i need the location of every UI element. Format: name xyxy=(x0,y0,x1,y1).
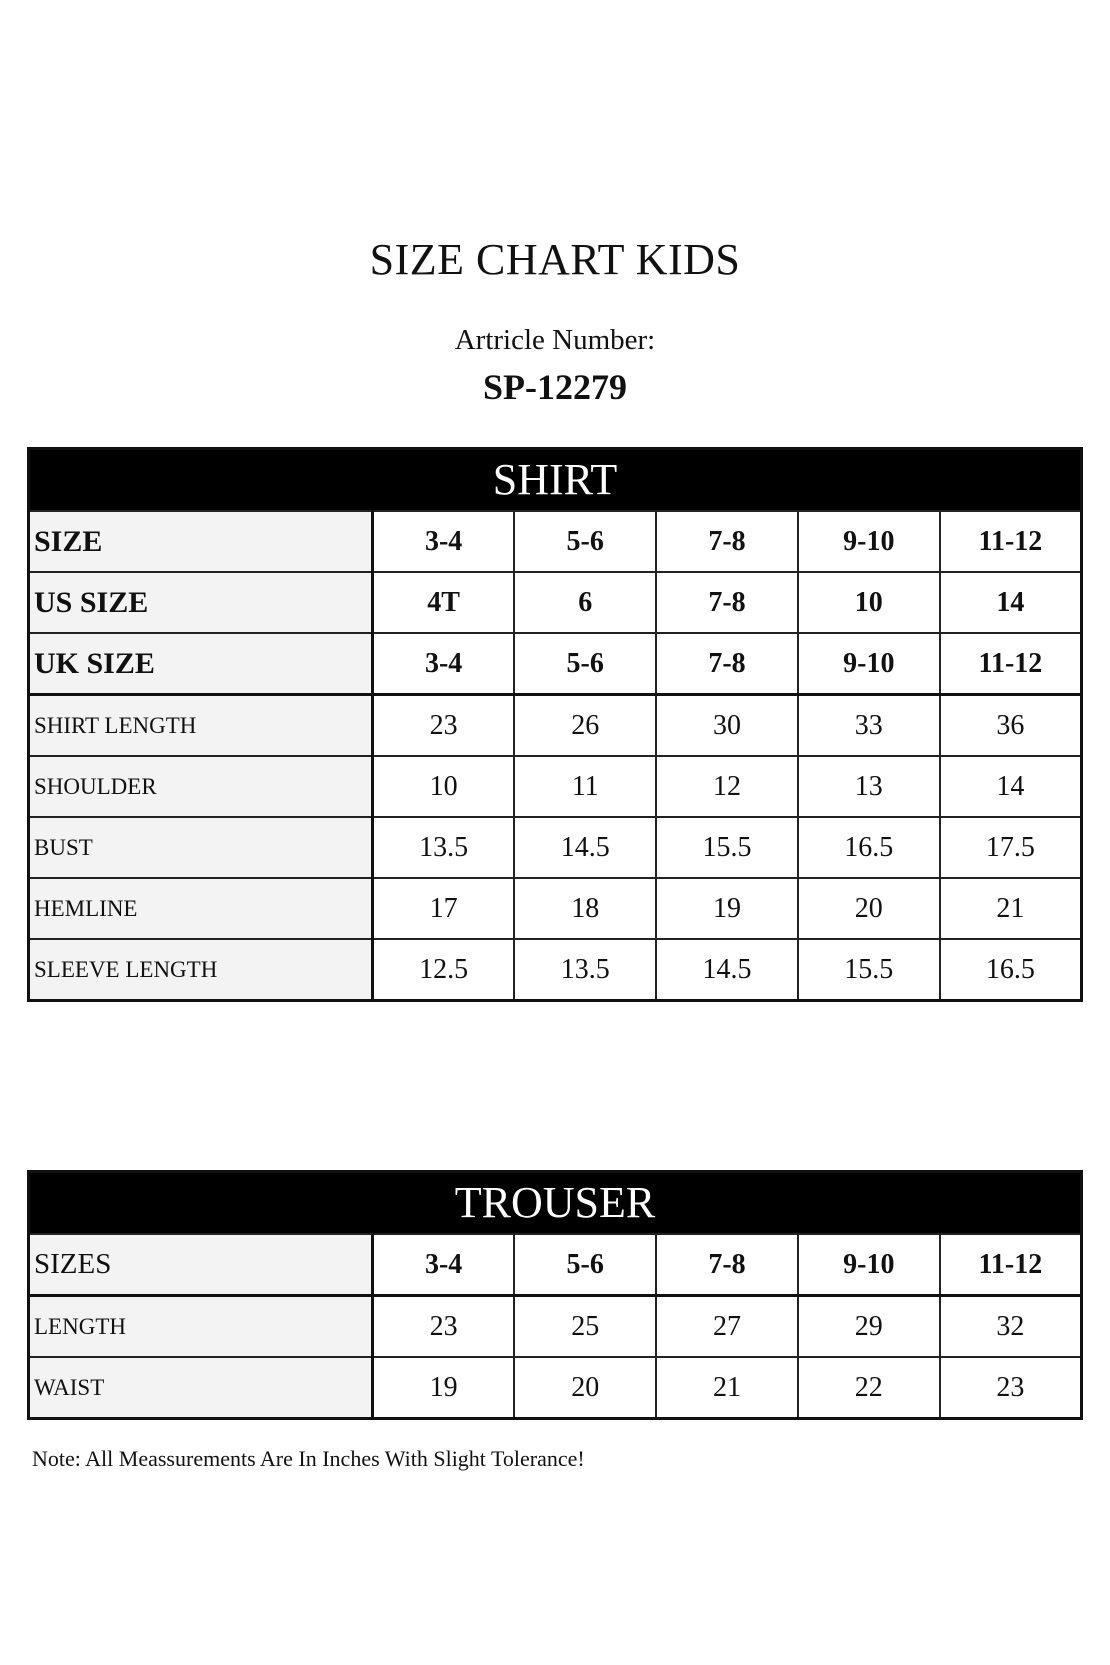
shirt-size-table xyxy=(27,447,1083,1002)
table-cell: 19 xyxy=(373,1357,515,1419)
table-cell: 23 xyxy=(373,695,515,757)
shirt-table-body xyxy=(29,511,1082,1001)
table-row xyxy=(29,817,1082,878)
table-cell: 10 xyxy=(373,756,515,817)
table-cell: 13 xyxy=(798,756,940,817)
table-cell: 11-12 xyxy=(940,633,1082,695)
table-cell: 9-10 xyxy=(798,1234,940,1296)
table-cell: 17 xyxy=(373,878,515,939)
table-cell: 15.5 xyxy=(798,939,940,1001)
table-cell: 20 xyxy=(798,878,940,939)
table-row xyxy=(29,1296,1082,1358)
table-cell: 13.5 xyxy=(373,817,515,878)
table-cell: 11-12 xyxy=(940,511,1082,572)
article-number: SP-12279 xyxy=(483,367,627,407)
table-row xyxy=(29,1357,1082,1419)
table-cell: 14.5 xyxy=(514,817,656,878)
table-cell: 33 xyxy=(798,695,940,757)
table-cell: 7-8 xyxy=(656,1234,798,1296)
table-cell: 9-10 xyxy=(798,633,940,695)
table-row xyxy=(29,756,1082,817)
table-cell: 4T xyxy=(373,572,515,633)
trouser-size-table xyxy=(27,1170,1083,1420)
row-label: SLEEVE LENGTH xyxy=(29,939,373,1001)
table-cell: 32 xyxy=(940,1296,1082,1358)
table-cell: 12.5 xyxy=(373,939,515,1001)
table-row xyxy=(29,695,1082,757)
table-row xyxy=(29,511,1082,572)
row-label: HEMLINE xyxy=(29,878,373,939)
table-cell: 12 xyxy=(656,756,798,817)
row-label: SIZES xyxy=(29,1234,373,1296)
table-cell: 17.5 xyxy=(940,817,1082,878)
trouser-table-title: TROUSER xyxy=(29,1172,1082,1235)
table-cell: 5-6 xyxy=(514,633,656,695)
table-cell: 30 xyxy=(656,695,798,757)
table-cell: 23 xyxy=(373,1296,515,1358)
table-cell: 18 xyxy=(514,878,656,939)
table-cell: 13.5 xyxy=(514,939,656,1001)
trouser-table-body xyxy=(29,1234,1082,1419)
table-cell: 14.5 xyxy=(656,939,798,1001)
row-label: LENGTH xyxy=(29,1296,373,1358)
table-cell: 14 xyxy=(940,756,1082,817)
table-cell: 11 xyxy=(514,756,656,817)
table-cell: 25 xyxy=(514,1296,656,1358)
table-cell: 7-8 xyxy=(656,511,798,572)
row-label: BUST xyxy=(29,817,373,878)
table-cell: 22 xyxy=(798,1357,940,1419)
table-cell: 5-6 xyxy=(514,511,656,572)
table-row xyxy=(29,1234,1082,1296)
article-number-label: Artricle Number: xyxy=(454,324,656,356)
row-label: WAIST xyxy=(29,1357,373,1419)
table-cell: 21 xyxy=(940,878,1082,939)
table-row xyxy=(29,633,1082,695)
table-cell: 3-4 xyxy=(373,1234,515,1296)
table-cell: 6 xyxy=(514,572,656,633)
table-cell: 3-4 xyxy=(373,633,515,695)
page-title: SIZE CHART KIDS xyxy=(369,235,741,284)
table-row xyxy=(29,878,1082,939)
row-label: SIZE xyxy=(29,511,373,572)
table-cell: 19 xyxy=(656,878,798,939)
table-cell: 7-8 xyxy=(656,633,798,695)
table-cell: 16.5 xyxy=(798,817,940,878)
table-cell: 10 xyxy=(798,572,940,633)
table-cell: 3-4 xyxy=(373,511,515,572)
table-cell: 11-12 xyxy=(940,1234,1082,1296)
row-label: SHIRT LENGTH xyxy=(29,695,373,757)
table-cell: 5-6 xyxy=(514,1234,656,1296)
table-cell: 23 xyxy=(940,1357,1082,1419)
table-row xyxy=(29,939,1082,1001)
table-cell: 21 xyxy=(656,1357,798,1419)
table-cell: 20 xyxy=(514,1357,656,1419)
row-label: US SIZE xyxy=(29,572,373,633)
row-label: UK SIZE xyxy=(29,633,373,695)
row-label: SHOULDER xyxy=(29,756,373,817)
shirt-table-title: SHIRT xyxy=(29,449,1082,512)
table-cell: 9-10 xyxy=(798,511,940,572)
table-cell: 27 xyxy=(656,1296,798,1358)
table-cell: 15.5 xyxy=(656,817,798,878)
table-cell: 26 xyxy=(514,695,656,757)
table-cell: 14 xyxy=(940,572,1082,633)
table-row xyxy=(29,572,1082,633)
measurement-note: Note: All Meassurements Are In Inches With Slight Tolerance! xyxy=(32,1446,585,1471)
table-cell: 16.5 xyxy=(940,939,1082,1001)
table-cell: 29 xyxy=(798,1296,940,1358)
table-cell: 7-8 xyxy=(656,572,798,633)
table-cell: 36 xyxy=(940,695,1082,757)
